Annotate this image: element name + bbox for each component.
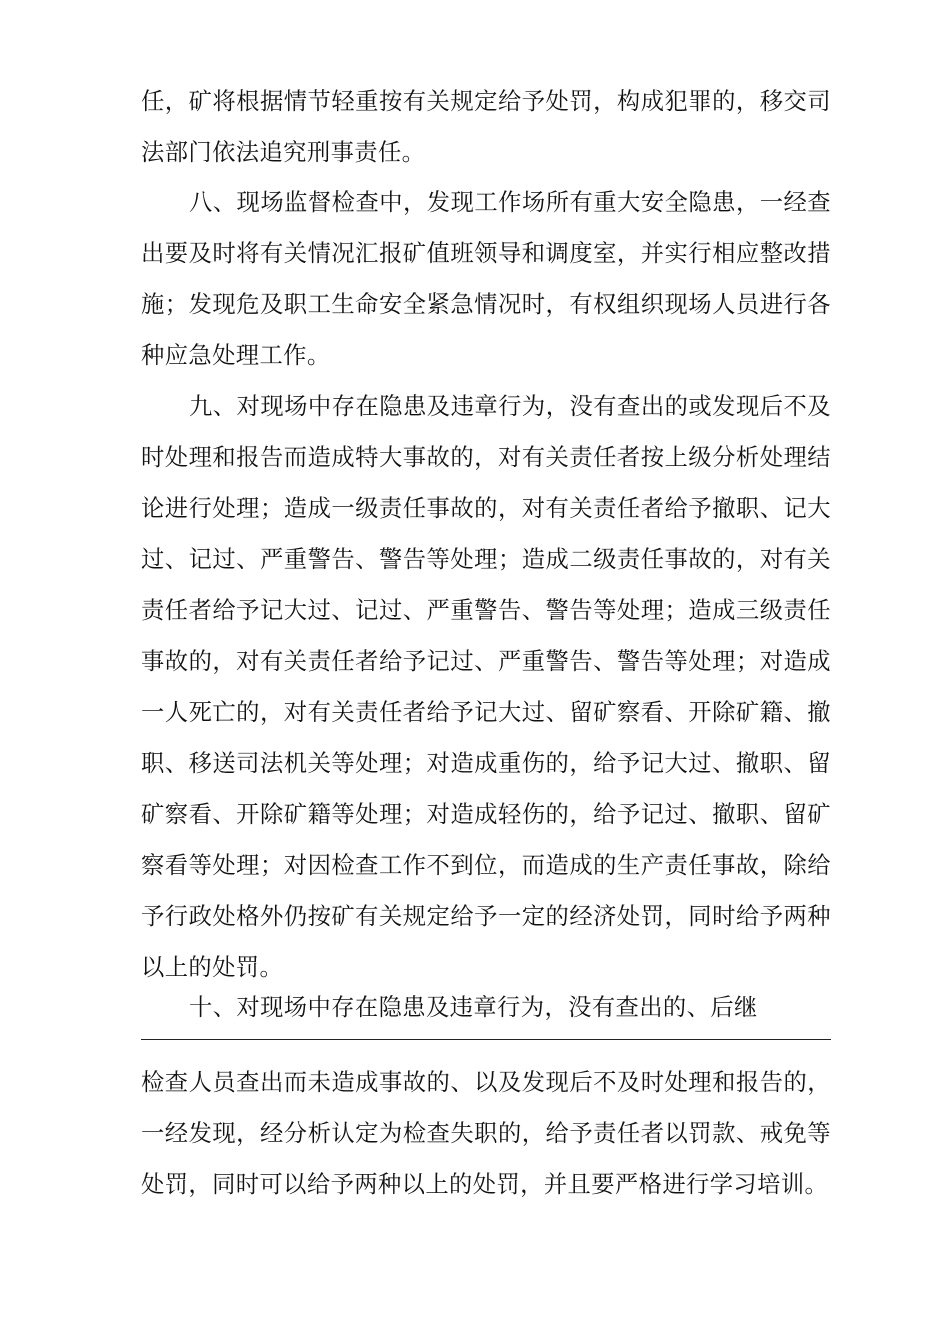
paragraph-item-10: 十、对现场中存在隐患及违章行为，没有查出的、后继 bbox=[189, 994, 758, 1021]
paragraph-item-8: 八、现场监督检查中，发现工作场所有重大安全隐患，一经查出要及时将有关情况汇报矿值班领导和调度室，并实行相应整改措施；发现危及职工生命安全紧急情况时，有权组织现场人员进行各种应急处理工作。 bbox=[141, 189, 831, 369]
page-divider bbox=[141, 1039, 831, 1040]
paragraph-item-10-continuation: 检查人员查出而未造成事故的、以及发现后不及时处理和报告的，一经发现，经分析认定为检查失职的，给予责任者以罚款、戒免等处罚，同时可以给予两种以上的处罚，并且要严格进行学习培训。 bbox=[141, 1069, 831, 1198]
paragraph-item-9: 九、对现场中存在隐患及违章行为，没有查出的或发现后不及时处理和报告而造成特大事故的，对有关责任者按上级分析处理结论进行处理；造成一级责任事故的，对有关责任者给予撤职、记大过、记过、严重警告、警告等处理；造成二级责任事故的，对有关责任者给予记大过、记过、严重警告、警告等处理；造成三级责任事故的，对有关责任者给予记过、严重警告、警告等处理；对造成一人死亡的，对有关责任者给予记大过、留矿察看、开除矿籍、撤职、移送司法机关等处理；对造成重伤的，给予记大过、撤职、留矿察看、开除矿籍等处理；对造成轻伤的，给予记过、撤职、留矿察看等处理；对因检查工作不到位，而造成的生产责任事故，除给予行政处格外仍按矿有关规定给予一定的经济处罚，同时给予两种以上的处罚。 bbox=[141, 393, 831, 981]
paragraph-continued: 任，矿将根据情节轻重按有关规定给予处罚，构成犯罪的，移交司法部门依法追究刑事责任。 bbox=[141, 88, 831, 166]
